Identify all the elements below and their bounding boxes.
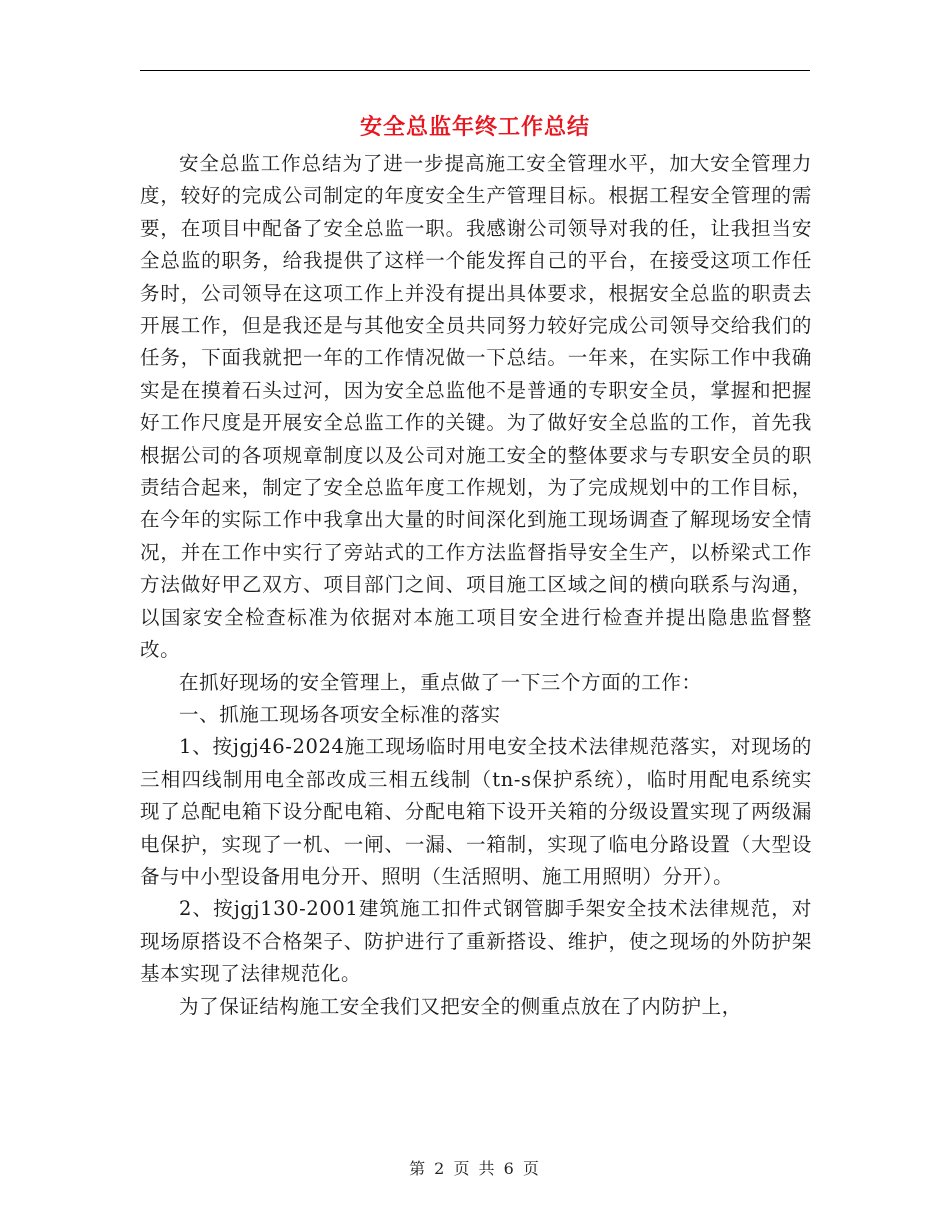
paragraph-intro: 安全总监工作总结为了进一步提高施工安全管理水平，加大安全管理力度，较好的完成公司制定的年度安全生产管理目标。根据工程安全管理的需要，在项目中配备了安全总监一职。我感谢公司领导对我的任，让我担当安全总监的职务，给我提供了这样一个能发挥自己的平台，在接受这项工作任务时，公司领导在这项工作上并没有提出具体要求，根据安全总监的职责去开展工作，但是我还是与其他安全员共同努力较好完成公司领导交给我们的任务，下面我就把一年的工作情况做一下总结。一年来，在实际工作中我确实是在摸着石头过河，因为安全总监他不是普通的专职安全员，掌握和把握好工作尺度是开展安全总监工作的关键。为了做好安全总监的工作，首先我根据公司的各项规章制度以及公司对施工安全的整体要求与专职安全员的职责结合起来，制定了安全总监年度工作规划，为了完成规划中的工作目标，在今年的实际工作中我拿出大量的时间深化到施工现场调查了解现场安全情况，并在工作中实行了旁站式的工作方法监督指导安全生产，以桥梁式工作方法做好甲乙双方、项目部门之间、项目施工区域之间的横向联系与沟通，以国家安全检查标准为依据对本施工项目安全进行检查并提出隐患监督整改。 bbox=[140, 152, 812, 662]
header-rule bbox=[140, 70, 810, 71]
document-title: 安全总监年终工作总结 bbox=[359, 114, 590, 140]
paragraph-focus: 在抓好现场的安全管理上，重点做了一下三个方面的工作： bbox=[179, 670, 702, 694]
paragraph-item-1: 1、按jgj46-2024施工现场临时用电安全技术法律规范落实，对现场的三相四线制用电全部改成三相五线制（tn-s保护系统），临时用配电系统实现了总配电箱下设分配电箱、分配电箱下设开关箱的分级设置实现了两级漏电保护，实现了一机、一闸、一漏、一箱制，实现了临电分路设置（大型设备与中小型设备用电分开、照明（生活照明、施工用照明）分开）。 bbox=[140, 735, 812, 888]
page-number: 第 2 页 共 6 页 bbox=[409, 1159, 541, 1178]
document-body bbox=[140, 148, 812, 1023]
paragraph-item-2: 2、按jgj130-2001建筑施工扣件式钢管脚手架安全技术法律规范，对现场原搭设不合格架子、防护进行了重新搭设、维护，使之现场的外防护架基本实现了法律规范化。 bbox=[140, 897, 812, 986]
section-heading: 一、抓施工现场各项安全标准的落实 bbox=[179, 702, 501, 726]
paragraph-continued: 为了保证结构施工安全我们又把安全的侧重点放在了内防护上， bbox=[179, 994, 742, 1018]
